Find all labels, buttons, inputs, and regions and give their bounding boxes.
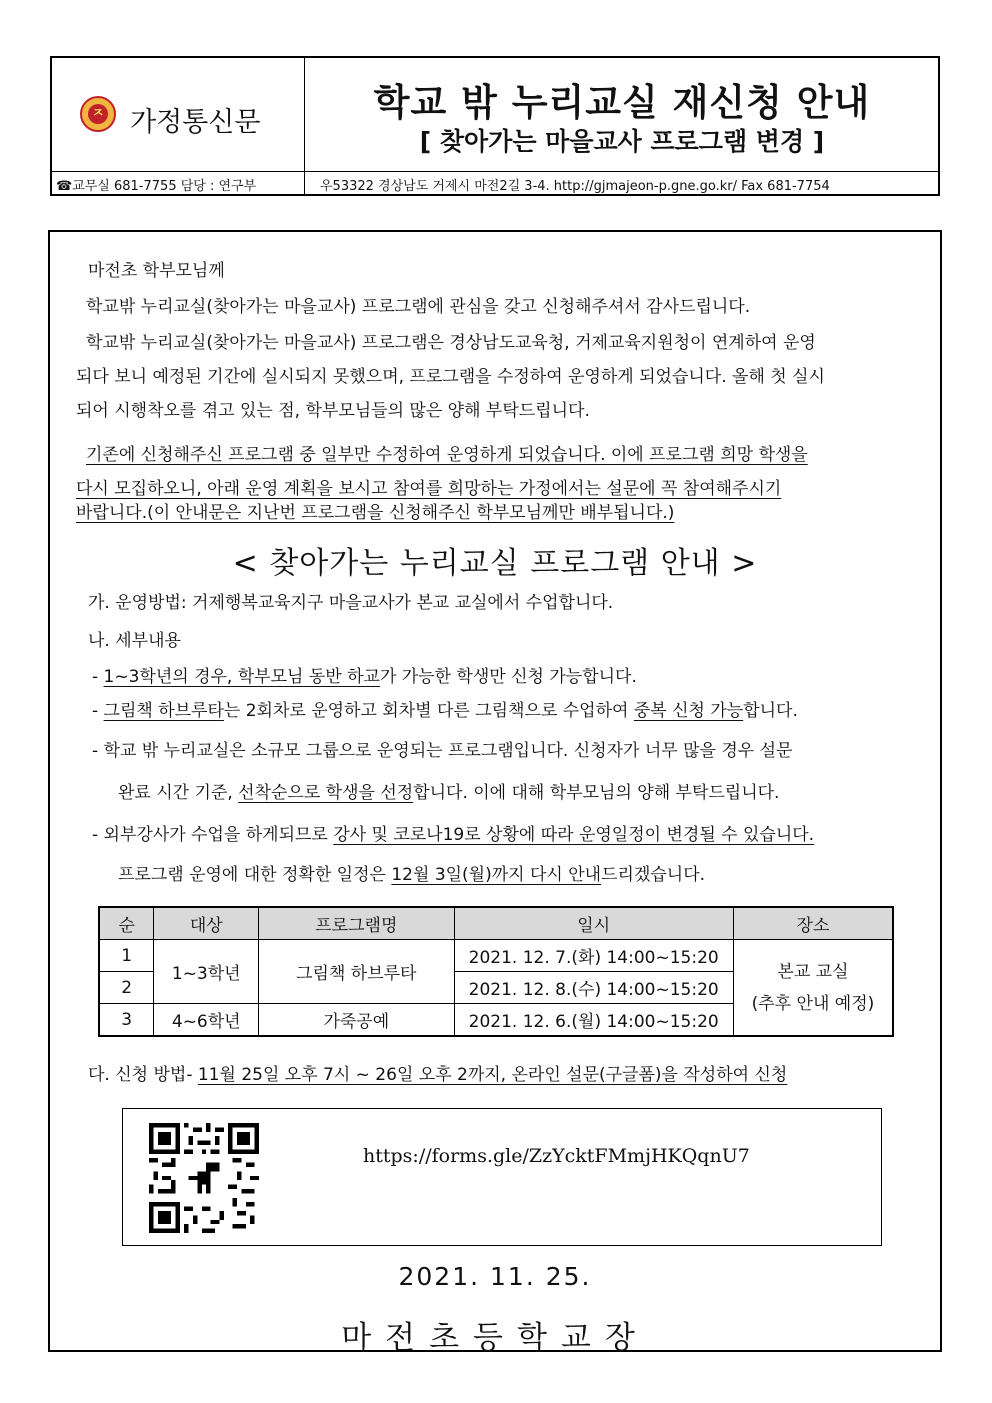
detail-line: - 학교 밖 누리교실은 소규모 그룹으로 운영되는 프로그램입니다. 신청자가 너무 많을 경우 설문 [92, 741, 793, 761]
table-header: 대상 [154, 907, 259, 940]
detail-underlined: 강사 및 코로나19로 상황에 따라 운영일정이 변경될 수 있습니다. [333, 825, 815, 845]
detail-underlined: 그림책 하브루타 [103, 701, 224, 721]
detail-underlined: 중복 신청 가능 [633, 701, 744, 721]
detail-bullet: - [92, 667, 104, 687]
table-header: 장소 [733, 907, 893, 940]
cell-no: 2 [99, 972, 154, 1004]
table-header: 프로그램명 [259, 907, 454, 940]
cell-datetime: 2021. 12. 7.(화) 14:00~15:20 [454, 940, 733, 972]
detail-text: 합니다. 이에 대해 학부모님의 양해 부탁드립니다. [413, 783, 780, 803]
seal-text: ㅈ [88, 104, 108, 124]
detail-text: 가 가능한 학생만 신청 가능합니다. [379, 667, 637, 687]
apply-method [88, 1058, 787, 1092]
detail-bullet: - [92, 701, 104, 721]
detail-text: 는 2회차로 운영하고 회차별 다른 그림책으로 수업하여 [223, 701, 634, 721]
page-title: 학교 밖 누리교실 재신청 안내 [373, 81, 871, 124]
paragraph-line: 되다 보니 예정된 기간에 실시되지 못했으며, 프로그램을 수정하여 운영하게 되었습니다. 올해 첫 실시 [76, 367, 825, 387]
detail-text: 드리겠습니다. [601, 865, 706, 885]
detail-text: 프로그램 운영에 대한 정확한 일정은 [118, 865, 392, 885]
detail-line [92, 818, 814, 852]
cell-no: 3 [99, 1004, 154, 1037]
paragraph-line: 학교밖 누리교실(찾아가는 마을교사) 프로그램은 경상남도교육청, 거제교육지원청이 연계하여 운영 [86, 333, 816, 353]
page-subtitle: [ 찾아가는 마을교사 프로그램 변경 ] [419, 127, 825, 156]
issue-date: 2021. 11. 25. [398, 1262, 592, 1291]
item-method: 가. 운영방법: 거제행복교육지구 마을교사가 본교 교실에서 수업합니다. [88, 593, 614, 613]
detail-underlined: 선착순으로 학생을 선정 [238, 783, 414, 803]
principal-signature: 마전초등학교장 [341, 1320, 649, 1356]
main-content [48, 230, 942, 1356]
table-header: 순 [99, 907, 154, 940]
table-header: 일시 [454, 907, 733, 940]
contact-address: 우53322 경상남도 거제시 마전2길 3-4. http://gjmajeon-p.gne.go.kr/ Fax 681-7754 [320, 179, 830, 194]
contact-phone: ☎교무실 681-7755 담당 : 연구부 [56, 179, 257, 194]
greeting: 마전초 학부모님께 [88, 261, 225, 281]
survey-link-box [122, 1108, 882, 1246]
survey-url-link[interactable]: https://forms.gle/ZzYcktFMmjHKQqnU7 [363, 1145, 750, 1167]
detail-line [92, 660, 637, 694]
apply-label: 다. 신청 방법- [88, 1065, 198, 1085]
notice-line: 기존에 신청해주신 프로그램 중 일부만 수정하여 운영하게 되었습니다. 이에 프로그램 희망 학생을 [86, 445, 808, 465]
cell-no: 1 [99, 940, 154, 972]
detail-underlined: 12월 3일(월)까지 다시 안내 [391, 865, 602, 885]
detail-text: 완료 시간 기준, [118, 783, 239, 803]
detail-line [118, 858, 705, 892]
qr-code-icon[interactable] [149, 1123, 259, 1233]
intro-paragraph: 학교밖 누리교실(찾아가는 마을교사) 프로그램에 관심을 갖고 신청해주셔서 감사드립니다. [86, 297, 751, 317]
place-line: (추후 안내 예정) [751, 993, 875, 1014]
detail-text: 합니다. [743, 701, 798, 721]
cell-target: 4~6학년 [154, 1004, 259, 1037]
apply-details: 11월 25일 오후 7시 ~ 26일 오후 2까지, 온라인 설문(구글폼)을 작성하여 신청 [197, 1065, 788, 1085]
newsletter-label: 가정통신문 [130, 107, 261, 138]
detail-line [92, 694, 798, 728]
school-seal-icon [80, 96, 116, 132]
place-line: 본교 교실 [777, 961, 849, 982]
paragraph-line: 되어 시행착오를 겪고 있는 점, 학부모님들의 많은 양해 부탁드립니다. [76, 401, 590, 421]
notice-line: 바랍니다.(이 안내문은 지난번 프로그램을 신청해주신 학부모님께만 배부됩니다.) [76, 503, 675, 523]
detail-text: - 외부강사가 수업을 하게되므로 [92, 825, 334, 845]
table-header-row [99, 907, 893, 940]
notice-line: 다시 모집하오니, 아래 운영 계획을 보시고 참여를 희망하는 가정에서는 설문에 꼭 참여해주시기 [76, 479, 782, 499]
cell-datetime: 2021. 12. 6.(월) 14:00~15:20 [454, 1004, 733, 1037]
program-title: < 찾아가는 누리교실 프로그램 안내 > [232, 546, 758, 581]
detail-underlined: 1~3학년의 경우, 학부모님 동반 하교 [103, 667, 380, 687]
cell-target: 1~3학년 [154, 940, 259, 1004]
item-details-heading: 나. 세부내용 [88, 631, 181, 651]
cell-datetime: 2021. 12. 8.(수) 14:00~15:20 [454, 972, 733, 1004]
cell-program: 가죽공예 [259, 1004, 454, 1037]
table-row [99, 940, 893, 972]
detail-line [118, 776, 779, 810]
newsletter-header [50, 56, 940, 196]
schedule-table [98, 906, 894, 1037]
cell-place [733, 940, 893, 1037]
cell-program: 그림책 하브루타 [259, 940, 454, 1004]
